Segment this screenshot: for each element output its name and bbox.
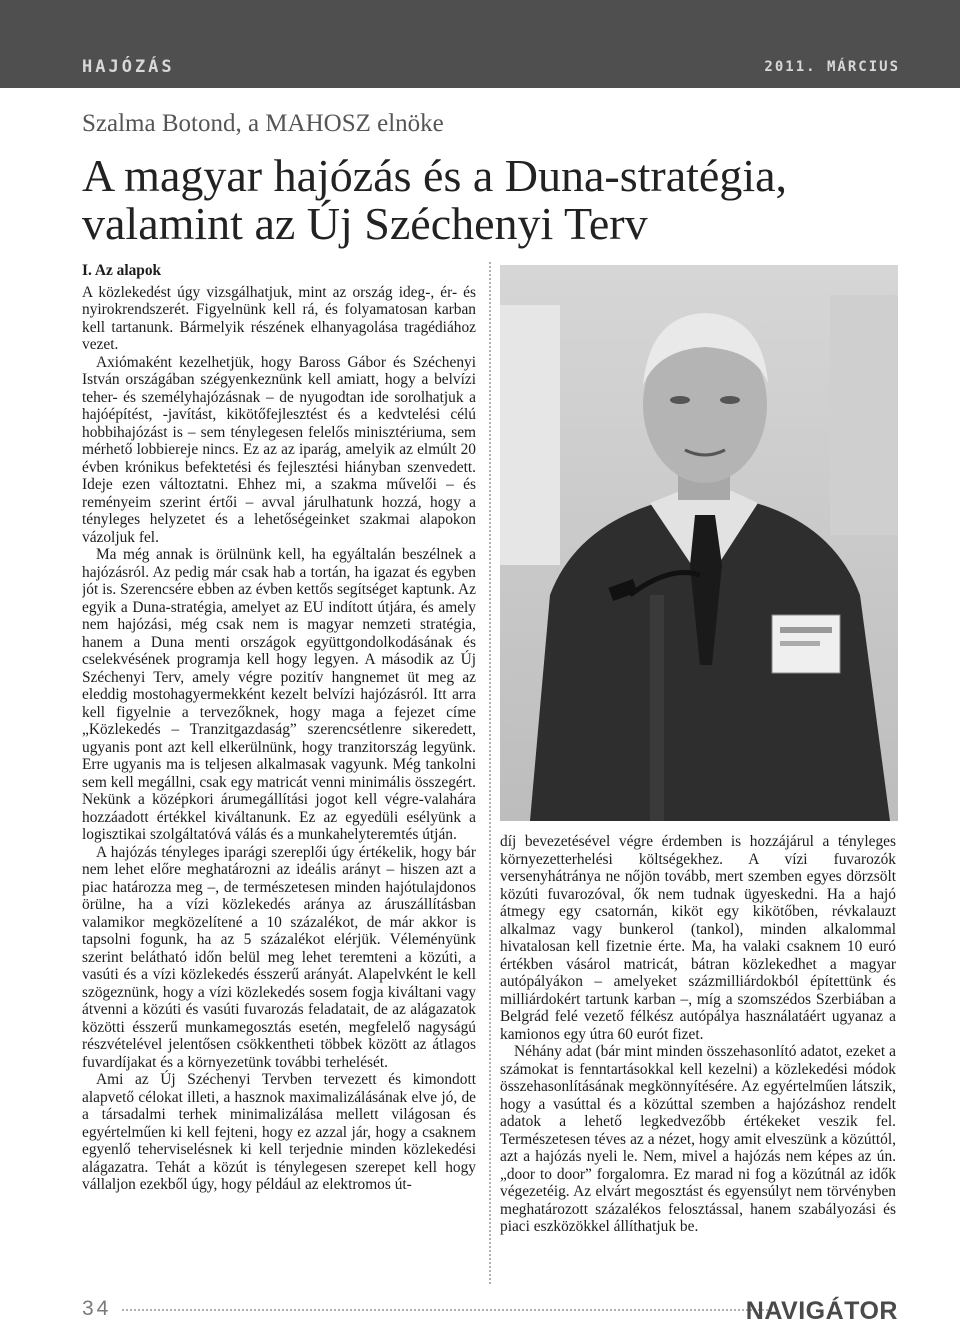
section-label: HAJÓZÁS bbox=[82, 57, 175, 77]
paragraph: Axiómaként kezelhetjük, hogy Baross Gábor és Széchenyi István országában szégyenkeznünk kell amiatt, hogy a belvízi teher- és személyhajózásnak – de nyugodtan ide sorolhatjuk a hajóépítést, -javítást, kikötőfejlesztést és a kedvtelési célú hobbihajózást is – sem ténylegesen felelős minisztériuma, sem mérhető lobbiereje nincs. Ez az az iparág, amelyik az elmúlt 20 évben krónikus befektetési és fejlesztési hiányban szenvedett. Ideje ezen változtatni. Ehhez mi, a szakma művelői – és reményeim szerint értői – avval járulhatunk hozzá, hogy a tényleges helyzetet és a lehetőségeinket szakmai alapokon vázoljuk fel. bbox=[82, 353, 476, 546]
article-title: A magyar hajózás és a Duna-stratégia, valamint az Új Széchenyi Terv bbox=[82, 150, 788, 249]
header-bar bbox=[0, 0, 960, 88]
paragraph: A hajózás tényleges iparági szereplői úgy értékelik, hogy bár nem lehet előre meghatározni az ideális arányt – hiszen azt a piac határozza meg –, de természetesen minden hajótulajdonos örülne, ha a vízi közlekedés aránya az áruszállításban valamikor megközelítené a 10 százalékot, de már akkor is tapsolni fogunk, ha az 5 százalékot elérjük. Véleményünk szerint belátható időn belül meg lehet teremteni a közúti, a vasúti és a vízi közlekedés ésszerű arányát. Alapelvként le kell szögeznünk, hogy a vízi közlekedés sosem fogja kiváltani vagy átvenni a közúti és vasúti fuvarozás feladatait, de az alágazatok közötti ésszerű munkamegosztás esetén, megfelelő nagyságú részvételével jelentősen csökkentheti többek között az átlagos fuvardíjakat és a környezetünk további terhelését. bbox=[82, 843, 476, 1071]
paragraph: A közlekedést úgy vizsgálhatjuk, mint az ország ideg-, ér- és nyirokrendszerét. Figyelnünk kell rá, és folyamatosan karban kell tartanunk. Bármelyik részének elhanyagolása tragédiához vezet. bbox=[82, 283, 476, 353]
left-column bbox=[82, 262, 476, 1282]
magazine-logo: NAVIGÁTOR bbox=[745, 1297, 898, 1325]
paragraph: díj bevezetésével végre érdemben is hozzájárul a tényleges környezetterhelési költségekhez. A vízi fuvarozók versenyhátránya ne nőjön tovább, mert szemben egyes dörzsölt közúti fuvarozóval, ők nem tudnak ügyeskedni. Ha a hajó átmegy egy csatornán, kiköt egy kikötőben, révkalauzt alkalmaz vagy bunkerol (tankol), minden alkalommal hivatalosan kell fizetnie érte. Ma, ha valaki csaknem 10 euró értékben vásárol matricát, bátran közlekedhet a magyar autópályákon – amelyeket százmilliárdokból építettünk és milliárdokért tartunk karban –, míg a szomszédos Szerbiában a Belgrád felé vezető félkész autópálya használatáért ugyanaz a kamionos egy útra 60 eurót fizet. bbox=[500, 833, 896, 1043]
section-heading: I. Az alapok bbox=[82, 262, 162, 279]
footer-rule bbox=[122, 1309, 772, 1311]
page-number: 34 bbox=[82, 1297, 112, 1320]
paragraph: Ami az Új Széchenyi Tervben tervezett és kimondott alapvető célokat illeti, a hasznok maximalizálásának elve jó, de a társadalmi terhek minimalizálása mellett világosan és egyértelműen ki kell fejteni, hogy ez azzal jár, hogy a csaknem egyenlő teherviselésnek ki kell terjednie minden közlekedési alágazatra. Tehát a közút is ténylegesen szerepet kell hogy vállaljon ezekből úgy, hogy például az elektromos út- bbox=[82, 1071, 476, 1193]
article-author: Szalma Botond, a MAHOSZ elnöke bbox=[82, 110, 444, 137]
issue-date: 2011. MÁRCIUS bbox=[764, 59, 900, 75]
column-divider bbox=[489, 262, 491, 1284]
portrait-photo bbox=[500, 265, 898, 821]
paragraph: Ma még annak is örülnünk kell, ha egyáltalán beszélnek a hajózásról. Az pedig már csak hab a tortán, ha igazat és egyben jót is. Szerencsére ebben az évben kettős segítséget kaptunk. Az egyik a Duna-stratégia, amelyet az EU indított útjára, és amely nem hajózási, még csak nem is magyar nemzeti stratégia, hanem a Duna menti országok együttgondolkodásának és cselekvésének programja kell hogy legyen. A második az Új Széchenyi Terv, amely végre pozitív hangnemet üt meg az eleddig mostohagyermekként kezelt belvízi hajózásról. Itt arra kell figyelnie a tervezőknek, hogy maga a fejezet címe „Közlekedés – Tranzitgazdaság” szerencsétlenre sikeredett, ugyanis pont azt kell elkerülnünk, hogy tranzitország legyünk. Erre ugyanis ma is teljesen alkalmasak vagyunk. Még tankolni sem kell megállni, csak egy matricát venni minimális összegért. Nekünk a középkori árumegállítási jogot kell végre-valahára hozzáadott értékkel kiváltanunk. Ez az egyedüli esélyünk a logisztikai szolgáltatóvá válás és a munkahelyteremtés útján. bbox=[82, 546, 476, 843]
paragraph: Néhány adat (bár mint minden összehasonlító adatot, ezeket a számokat is fenntartásokkal kell kezelni) a közlekedési módok összehasonlításának megkönnyítésére. Az egyértelműen látszik, hogy a vasúttal és a közúttal szemben a hajózáshoz rendelt adatok a lehető legkedvezőbb értékeket veszik fel. Természetesen téves az a nézet, hogy amit elveszünk a közúttól, azt a hajózás nyeli le. Nem, mivel a hajózás nem képes az ún. „door to door” forgalomra. Ez marad ni fog a közútnál az idők végezetéig. Az elvárt megosztást és egyensúlyt nem törvényben meghatározott százalékos felosztással, hanem szabályozási és piaci eszközökkel állíthatjuk be. bbox=[500, 1043, 896, 1235]
right-column bbox=[500, 833, 896, 1283]
